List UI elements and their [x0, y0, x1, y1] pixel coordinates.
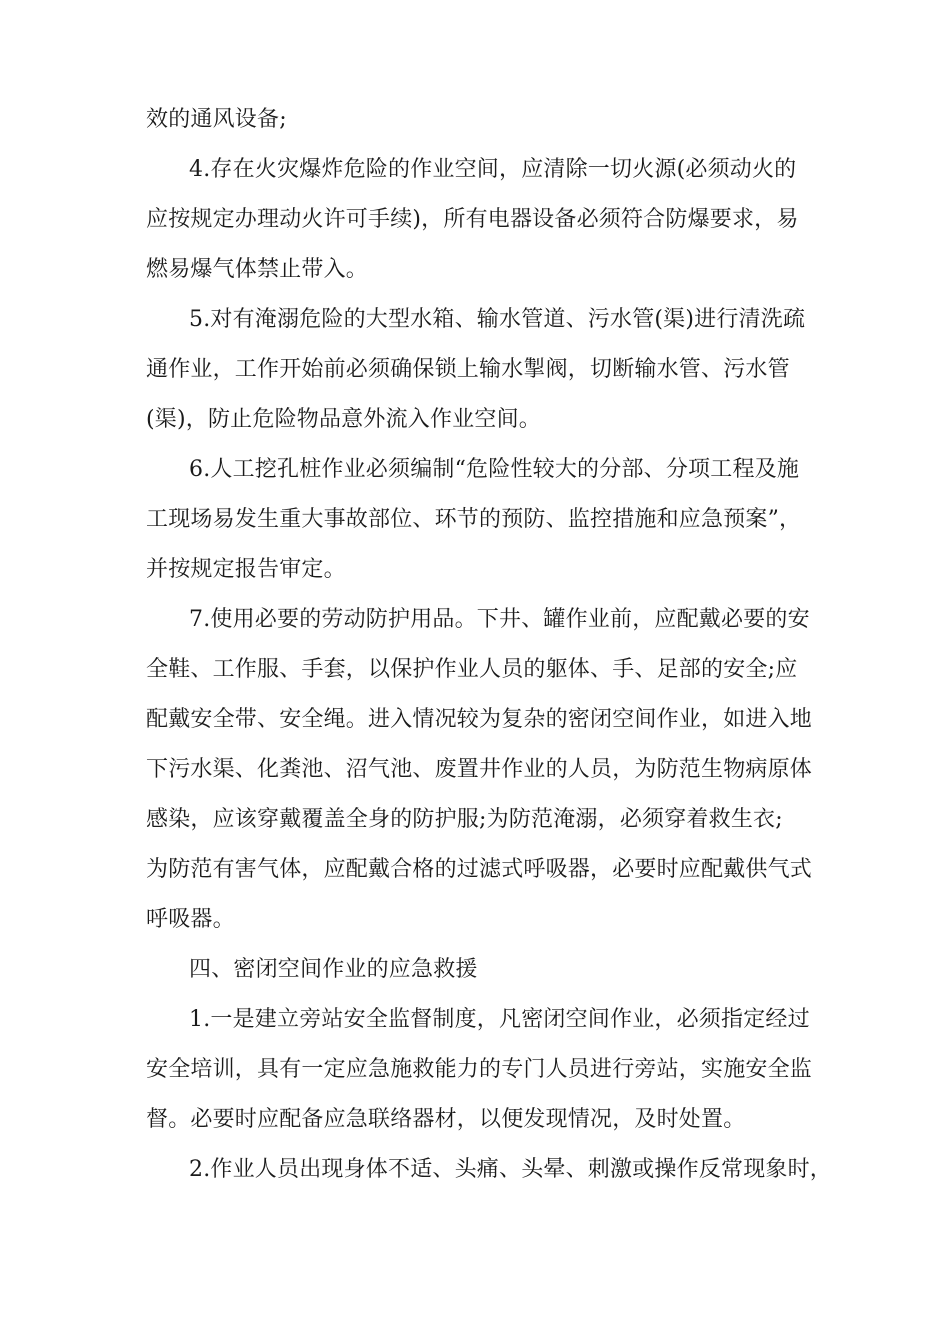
- text-line: 通作业，工作开始前必须确保锁上输水掣阀，切断输水管、污水管: [146, 357, 790, 382]
- paragraph-item-5: 5.对有淹溺危险的大型水箱、输水管道、污水管(渠)进行清洗疏: [189, 307, 806, 332]
- text-line: 燃易爆气体禁止带入。: [146, 257, 369, 282]
- section-heading: 四、密闭空间作业的应急救援: [189, 957, 478, 982]
- text-line: 效的通风设备;: [146, 107, 287, 132]
- paragraph-item-2: 2.作业人员出现身体不适、头痛、头晕、刺激或操作反常现象时，: [189, 1157, 832, 1182]
- text-line: 感染，应该穿戴覆盖全身的防护服;为防范淹溺，必须穿着救生衣;: [146, 807, 783, 832]
- paragraph-item-7: 7.使用必要的劳动防护用品。下井、罐作业前，应配戴必要的安: [189, 607, 810, 632]
- text-line: (渠)，防止危险物品意外流入作业空间。: [146, 407, 541, 432]
- text-line: 督。必要时应配备应急联络器材，以便发现情况，及时处置。: [146, 1107, 746, 1132]
- paragraph-item-4: 4.存在火灾爆炸危险的作业空间，应清除一切火源(必须动火的: [189, 157, 797, 182]
- text-line: 安全培训，具有一定应急施救能力的专门人员进行旁站，实施安全监: [146, 1057, 813, 1082]
- text-line: 全鞋、工作服、手套，以保护作业人员的躯体、手、足部的安全;应: [146, 657, 798, 682]
- text-line: 工现场易发生重大事故部位、环节的预防、监控措施和应急预案”，: [146, 507, 802, 532]
- text-line: 应按规定办理动火许可手续)，所有电器设备必须符合防爆要求，易: [146, 207, 799, 232]
- text-line: 呼吸器。: [146, 907, 235, 932]
- text-line: 并按规定报告审定。: [146, 557, 346, 582]
- paragraph-item-6: 6.人工挖孔桩作业必须编制“危险性较大的分部、分项工程及施: [189, 457, 800, 482]
- text-line: 下污水渠、化粪池、沼气池、废置井作业的人员，为防范生物病原体: [146, 757, 813, 782]
- paragraph-item-1: 1.一是建立旁站安全监督制度，凡密闭空间作业，必须指定经过: [189, 1007, 810, 1032]
- text-line: 为防范有害气体，应配戴合格的过滤式呼吸器，必要时应配戴供气式: [146, 857, 813, 882]
- text-line: 配戴安全带、安全绳。进入情况较为复杂的密闭空间作业，如进入地: [146, 707, 813, 732]
